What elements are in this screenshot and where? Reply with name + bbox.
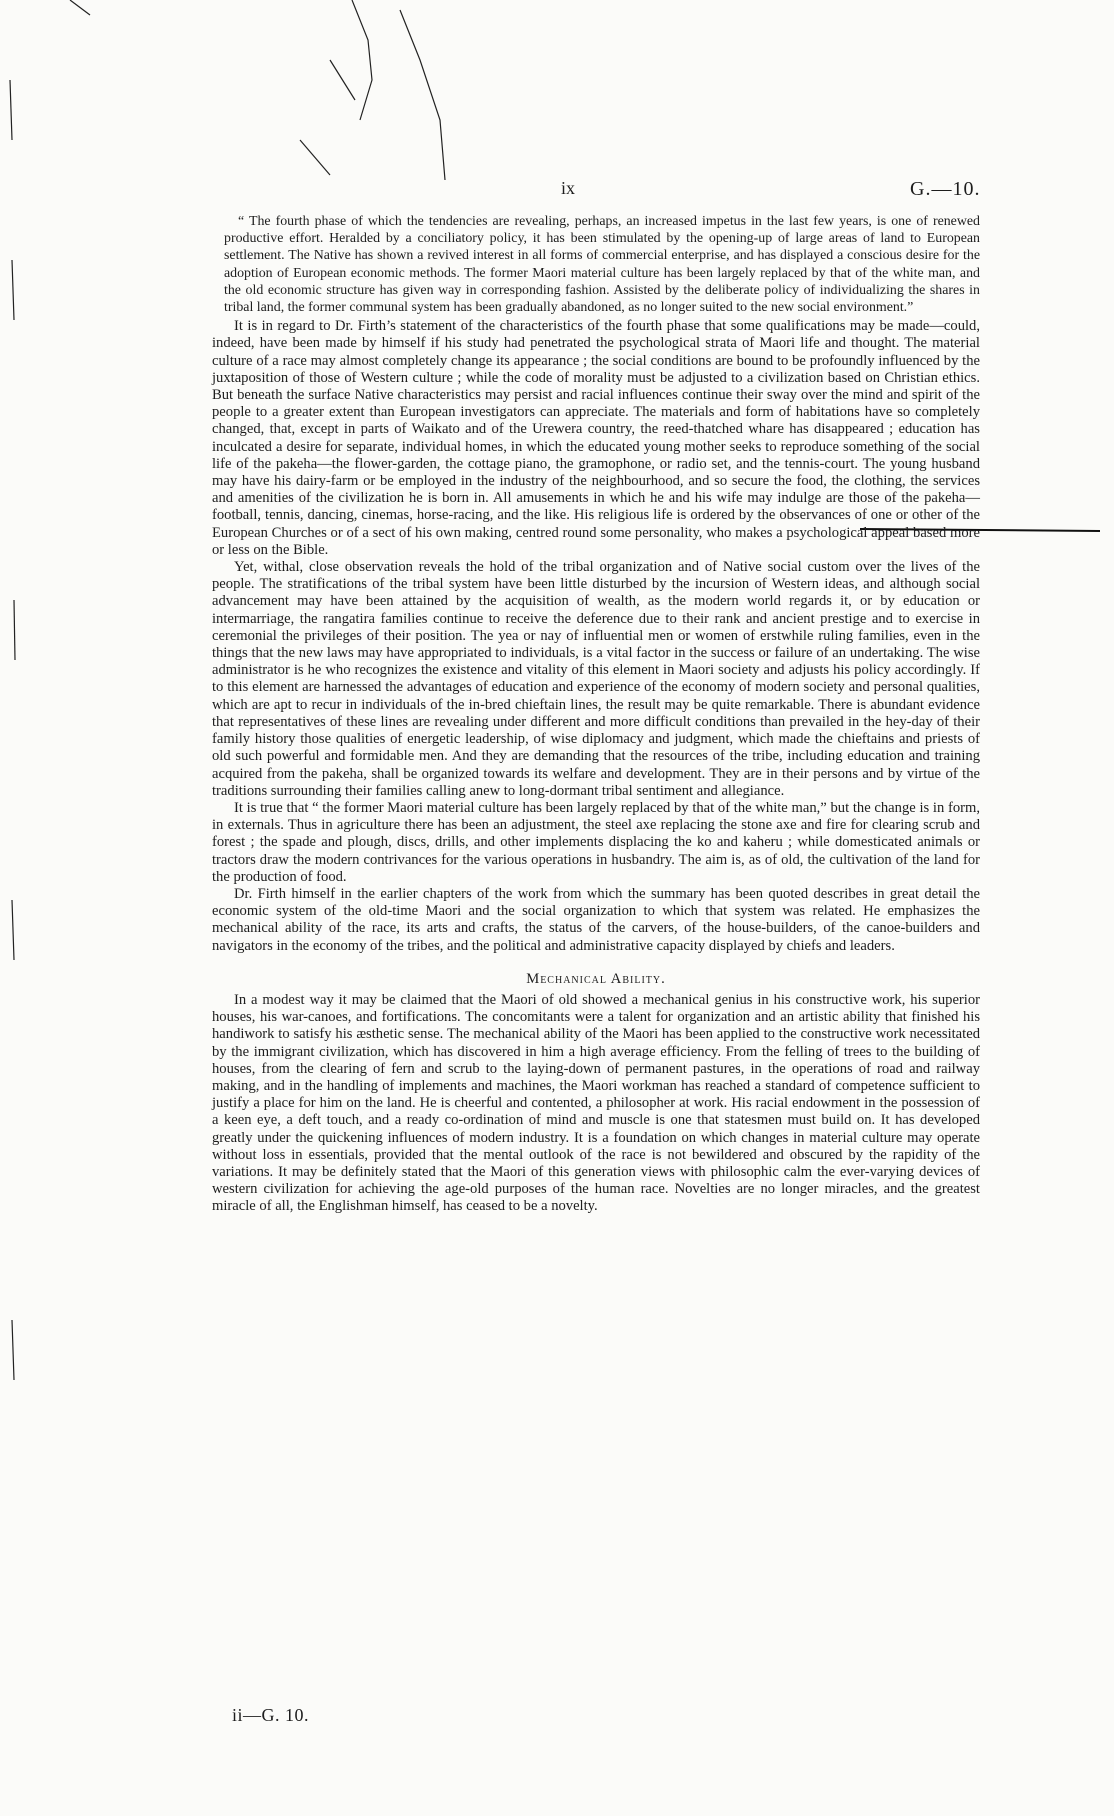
document-reference: G.—10.	[910, 178, 981, 200]
page-number: ix	[561, 178, 576, 198]
section-heading: Mechanical Ability.	[526, 970, 666, 987]
paragraph: It is in regard to Dr. Firth’s statement of the characteristics of the fourth phase that some qualifications may be made—could, indeed, have been made by himself if his study had penetrated the psychological strata of Maori life and thought. The material culture of a race may almost completely change its appearance ; the social conditions are bound to be profoundly influenced by the juxtaposition of those of Western culture ; while the code of morality must be adjusted to a civilization based on Christian ethics. But beneath the surface Native characteristics may persist and racial influences continue their sway over the mind and spirit of the people to a greater extent than European investigators can appreciate. The materials and form of habitations have so completely changed, that, except in parts of Waikato and of the Urewera country, the reed-thatched whare has disappeared ; education has inculcated a desire for separate, individual homes, in which the educated young mother seeks to reproduce something of the social life of the pakeha—the flower-garden, the cottage piano, the gramophone, or radio set, and the tennis-court. The young husband may have his dairy-farm or be employed in the industry of the neighbourhood, and so secure the food, the clothing, the services and amenities of the civilization he is born in. All amusements in which he and his wife may indulge are those of the pakeha—football, tennis, dancing, cinemas, horse-racing, and the like. His religious life is ordered by the observances of one or other of the European Churches or of a sect of his own making, centred round some personality, who makes a psychological appeal based more or less on the Bible.	[212, 318, 980, 558]
paragraph: Yet, withal, close observation reveals the hold of the tribal organization and of Native social custom over the lives of the people. The stratifications of the tribal system have been little disturbed by the incursion of Western ideas, and although social advancement may have been attained by the acquisition of wealth, as the modern world regards it, or by education or intermarriage, the rangatira families continue to receive the deference due to their rank and ancient prestige and to exercise in ceremonial the privileges of their position. The yea or nay of influential men or women of erstwhile ruling families, even in the things that the new laws may have appropriated to individuals, is a vital factor in the success or failure of an undertaking. The wise administrator is he who recognizes the existence and vitality of this element in Maori society and adjusts his policy accordingly. If to this element are harnessed the advantages of education and experience of the economy of modern society and personal qualities, which are apt to recur in individuals of the in-bred chieftain lines, the result may be quite remarkable. There is abundant evidence that representatives of these lines are revealing under different and more difficult conditions than prevailed in the hey-day of their family history those qualities of energetic leadership, of wise diplomacy and judgment, which made the chieftains and priests of old such powerful and formidable men. And they are demanding that the resources of the tribe, including education and training acquired from the pakeha, shall be organized towards its welfare and development. They are in their persons and by virtue of the traditions surrounding their families calling anew to long-dormant tribal sentiment and allegiance.	[212, 559, 980, 799]
footer-signature: ii—G. 10.	[232, 1705, 310, 1725]
quoted-paragraph: “ The fourth phase of which the tendencies are revealing, perhaps, an increased impetus in the last few years, is one of renewed productive effort. Heralded by a conciliatory policy, it has been stimulated by the opening-up of large areas of land to European settlement. The Native has shown a revived interest in all forms of commercial enterprise, and has displayed a conscious desire for the adoption of European economic methods. The former Maori material culture has been largely replaced by that of the white man, and the old economic structure has given way in corresponding fashion. Assisted by the deliberate policy of individualizing the shares in tribal land, the former communal system has been gradually abandoned, as no longer suited to the new social environment.”	[224, 214, 980, 316]
body-text	[212, 213, 980, 1216]
page-header	[0, 178, 1114, 202]
paragraph: It is true that “ the former Maori material culture has been largely replaced by that of the white man,” but the change is in form, in externals. Thus in agriculture there has been an adjustment, the steel axe replacing the stone axe and fire for clearing scrub and forest ; the spade and plough, discs, drills, and other implements displacing the ko and kaheru ; while domesticated animals or tractors draw the modern contrivances for the various operations in husbandry. The aim is, as of old, the cultivation of the land for the production of food.	[212, 799, 980, 885]
section-paragraph: In a modest way it may be claimed that the Maori of old showed a mechanical genius in his constructive work, his superior houses, his war-canoes, and fortifications. The concomitants were a talent for organization and an artistic ability that finished his handiwork to satisfy his æsthetic sense. The mechanical ability of the Maori has been applied to the constructive work necessitated by the immigrant civilization, which has discovered in him a high average efficiency. From the felling of trees to the building of houses, from the clearing of fern and scrub to the laying-down of permanent pastures, in the operations of road and railway making, and in the handling of implements and machines, the Maori workman has reached a standard of competence sufficient to justify a place for him on the land. He is cheerful and contented, a philosopher at work. His racial endowment in the possession of a keen eye, a deft touch, and a ready co-ordination of mind and muscle is one that statesmen must build on. It has developed greatly under the quickening influences of modern industry. It is a foundation on which changes in material culture may operate without loss in essentials, provided that the mental outlook of the race is not bewildered and obscured by the rapidity of the variations. It may be definitely stated that the Maori of this generation views with philosophic calm the ever-varying devices of western civilization for achieving the age-old purposes of the human race. Novelties are no longer miracles, and the greatest miracle of all, the Englishman himself, has ceased to be a novelty.	[212, 991, 980, 1215]
paragraph: Dr. Firth himself in the earlier chapters of the work from which the summary has been quoted describes in great detail the economic system of the old-time Maori and the social organization to which that system was related. He emphasizes the mechanical ability of the race, its arts and crafts, the status of the carvers, of the house-builders, of the canoe-builders and navigators in the economy of the tribes, and the political and administrative capacity displayed by chiefs and leaders.	[212, 885, 980, 954]
